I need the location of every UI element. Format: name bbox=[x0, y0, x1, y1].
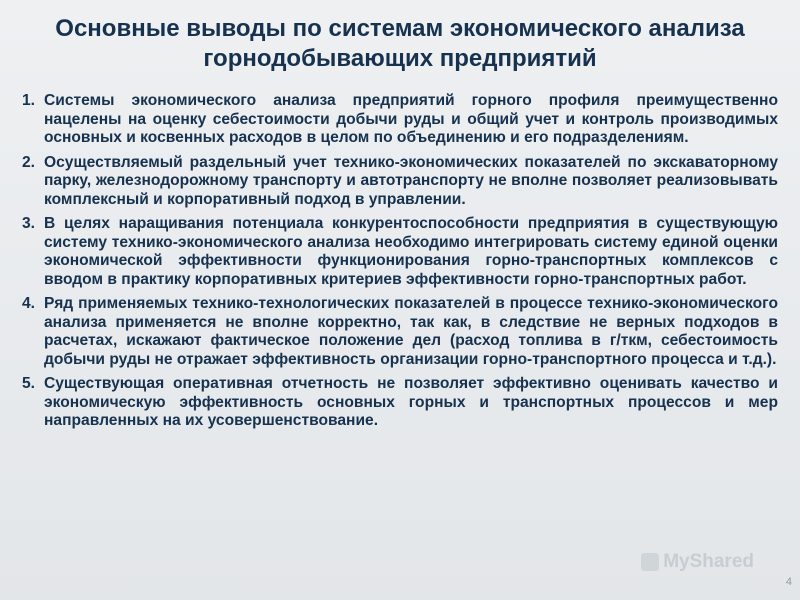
item-number: 5. bbox=[22, 375, 36, 392]
watermark-logo bbox=[641, 551, 754, 573]
item-number: 1. bbox=[22, 92, 36, 109]
item-number: 2. bbox=[22, 153, 36, 171]
item-text: В целях наращивания потенциала конкурентоспособности предприятия в существующую систему технико-экономического анализа необходимо интегрировать систему единой оценки экономической эффективности функционирования горно-транспортных комплексов с вводом в практику корпоративных критериев эффективности горно-транспортных работ. bbox=[44, 215, 778, 288]
item-text: Осуществляемый раздельный учет технико-экономических показателей по экскаваторному парку, железнодорожному транспорту и автотранспорту не вполне позволяет реализовывать комплексный и корпоративный подход в управлении. bbox=[44, 153, 778, 208]
conclusions-list bbox=[22, 92, 778, 437]
watermark-text: MyShared bbox=[663, 551, 754, 572]
item-text: Системы экономического анализа предприятий горного профиля преимущественно нацелены на оценку себестоимости добычи руды и общий учет и контроль производимых основных и косвенных расходов в целом по объединению и его подразделениям. bbox=[44, 92, 778, 146]
conclusion-item-2 bbox=[22, 154, 778, 210]
item-number: 3. bbox=[22, 215, 36, 232]
conclusion-item-3 bbox=[22, 215, 778, 289]
watermark-icon bbox=[641, 553, 659, 571]
slide-title bbox=[40, 14, 760, 74]
slide-title-line2: горнодобывающих предприятий bbox=[203, 45, 597, 72]
conclusion-item-5 bbox=[22, 375, 778, 431]
page-number: 4 bbox=[785, 576, 792, 588]
slide-title-line1: Основные выводы по системам экономического анализа bbox=[55, 15, 745, 42]
conclusion-item-1 bbox=[22, 92, 778, 148]
item-number: 4. bbox=[22, 295, 36, 312]
item-text: Существующая оперативная отчетность не позволяет эффективно оценивать качество и экономическую эффективность основных горных и транспортных процессов и мер направленных на их усовершенствование. bbox=[44, 375, 778, 429]
conclusion-item-4 bbox=[22, 295, 778, 369]
item-text: Ряд применяемых технико-технологических показателей в процессе технико-экономического анализа применяется не вполне корректно, так как, в следствие не верных подходов в расчетах, искажают фактическое положение дел (расход топлива в г/ткм, себестоимость добычи руды не отражает эффективность организации горно-транспортного процесса и т.д.). bbox=[44, 295, 778, 368]
